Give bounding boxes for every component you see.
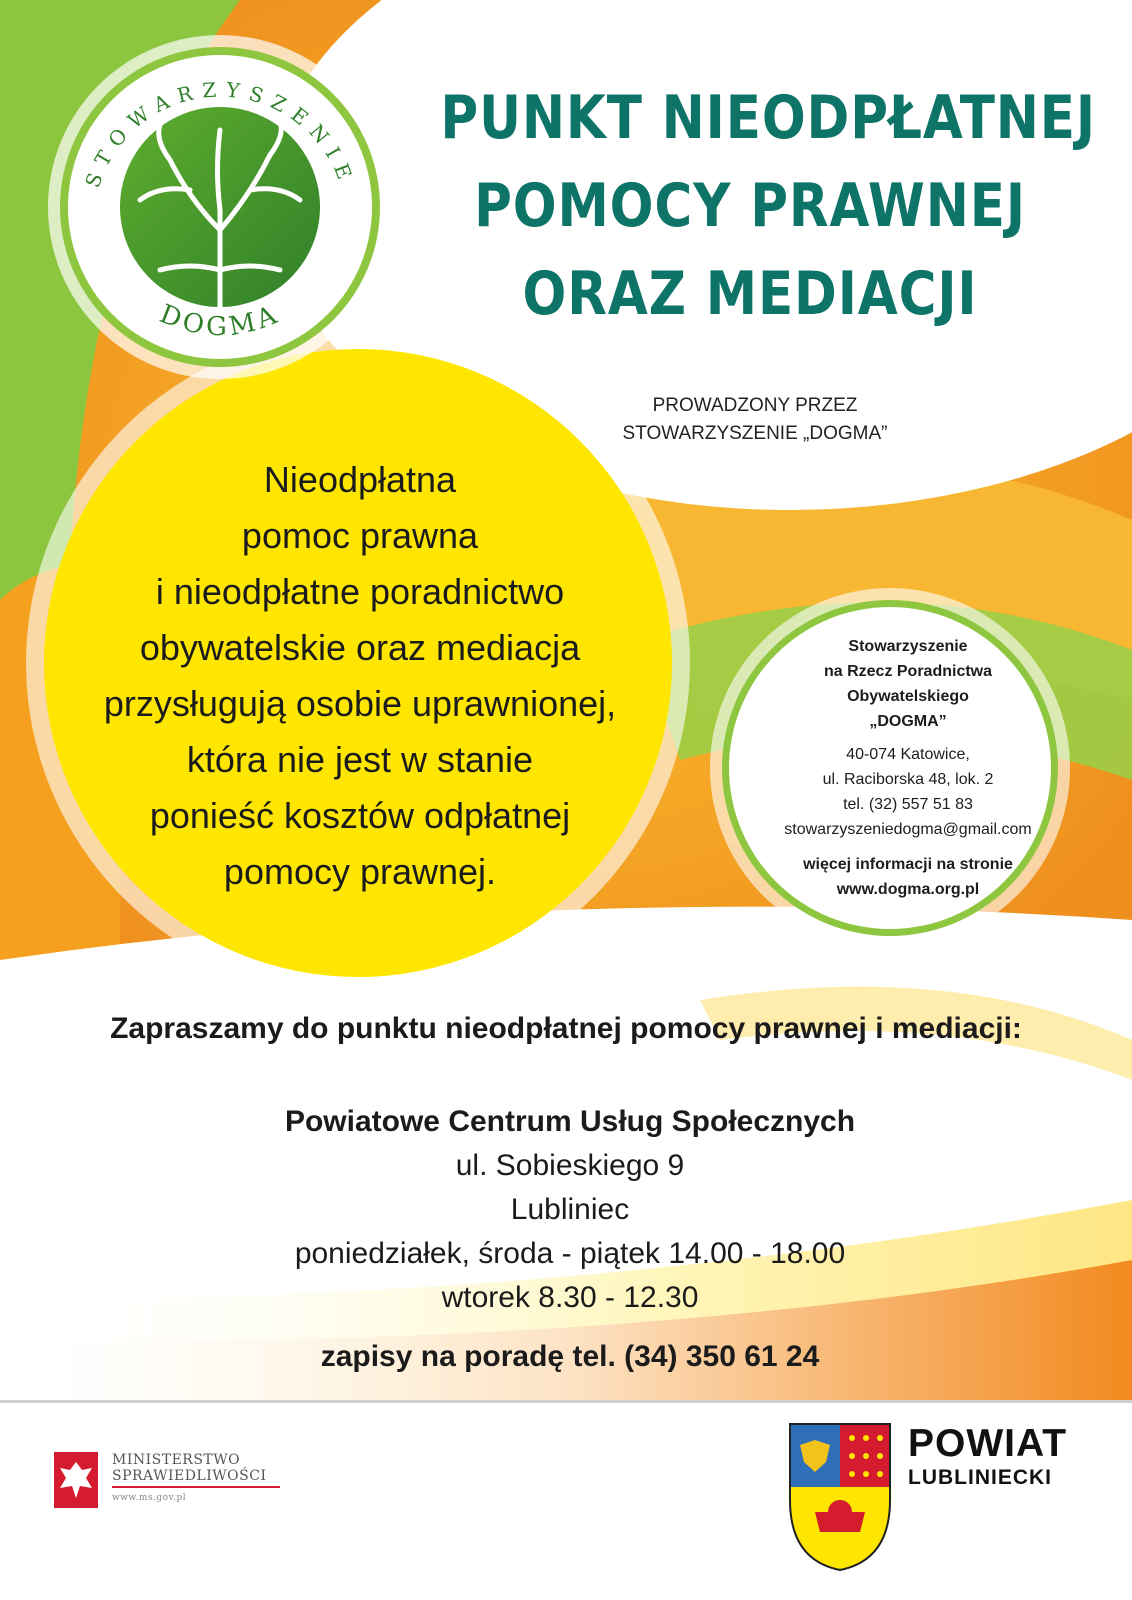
title-line-1: PUNKT NIEODPŁATNEJ — [440, 83, 1096, 153]
more-info-label: więcej informacji na stronie — [803, 856, 1013, 873]
signup-label: zapisy na poradę tel. — [320, 1340, 616, 1373]
address-line-2: ul. Raciborska 48, lok. 2 — [822, 771, 994, 788]
subtitle — [560, 392, 950, 448]
logo-brand-text: DOGMA — [155, 299, 285, 343]
org-name-line-3: Obywatelskiego — [847, 688, 969, 705]
org-phone: tel. (32) 557 51 83 — [843, 796, 973, 813]
signup-number[interactable]: (34) 350 61 24 — [624, 1340, 820, 1373]
subtitle-line-1: PROWADZONY PRZEZ — [652, 395, 858, 416]
venue-block — [180, 1100, 960, 1320]
venue-name: Powiatowe Centrum Usług Społecznych — [284, 1105, 856, 1138]
title-line-3: ORAZ MEDIACJI — [522, 259, 978, 329]
venue-street: ul. Sobieskiego 9 — [455, 1149, 685, 1182]
svg-text:STOWARZYSZENIE — [80, 77, 360, 191]
logo-arc-text: STOWARZYSZENIE — [80, 77, 360, 191]
website-link[interactable]: www.dogma.org.pl — [836, 881, 980, 898]
footer-divider — [0, 1400, 1132, 1403]
ministry-line-1: MINISTERSTWO — [112, 1452, 241, 1468]
org-name-line-4: „DOGMA” — [869, 713, 947, 730]
eligibility-line: pomocy prawnej. — [223, 851, 497, 892]
contact-info — [748, 634, 1068, 902]
eligibility-line: Nieodpłatna — [263, 459, 457, 500]
eligibility-line: ponieść kosztów odpłatnej — [149, 795, 571, 836]
ministry-line-2: SPRAWIEDLIWOŚCI — [112, 1468, 267, 1484]
venue-hours-2: wtorek 8.30 - 12.30 — [441, 1281, 699, 1314]
powiat-line-1: POWIAT — [908, 1422, 1068, 1465]
eligibility-line: pomoc prawna — [241, 515, 479, 556]
eligibility-line: obywatelskie oraz mediacja — [139, 627, 581, 668]
org-name-line-2: na Rzecz Poradnictwa — [823, 663, 993, 680]
title-line-2: POMOCY PRAWNEJ — [474, 171, 1026, 241]
ministry-logo-text — [112, 1452, 267, 1506]
invite-heading: Zapraszamy do punktu nieodpłatnej pomocy prawnej i mediacji: — [110, 1012, 1022, 1045]
venue-city: Lubliniec — [510, 1193, 630, 1226]
page-title — [440, 74, 1096, 338]
org-name-line-1: Stowarzyszenie — [848, 638, 968, 655]
eligibility-line: przysługują osobie uprawnionej, — [103, 683, 617, 724]
subtitle-line-2: STOWARZYSZENIE „DOGMA” — [622, 423, 888, 444]
org-email[interactable]: stowarzyszeniedogma@gmail.com — [784, 821, 1032, 838]
svg-text:DOGMA — [155, 299, 284, 342]
venue-hours-1: poniedziałek, środa - piątek 14.00 - 18.00 — [294, 1237, 846, 1270]
eligibility-line: która nie jest w stanie — [186, 739, 534, 780]
ministry-url: www.ms.gov.pl — [112, 1493, 187, 1503]
eligibility-text — [60, 452, 660, 900]
signup-phone — [180, 1340, 960, 1374]
powiat-logo-text — [908, 1422, 1067, 1490]
eligibility-line: i nieodpłatne poradnictwo — [155, 571, 565, 612]
powiat-line-2: LUBLINIECKI — [908, 1466, 1052, 1489]
address-line-1: 40-074 Katowice, — [846, 746, 970, 763]
